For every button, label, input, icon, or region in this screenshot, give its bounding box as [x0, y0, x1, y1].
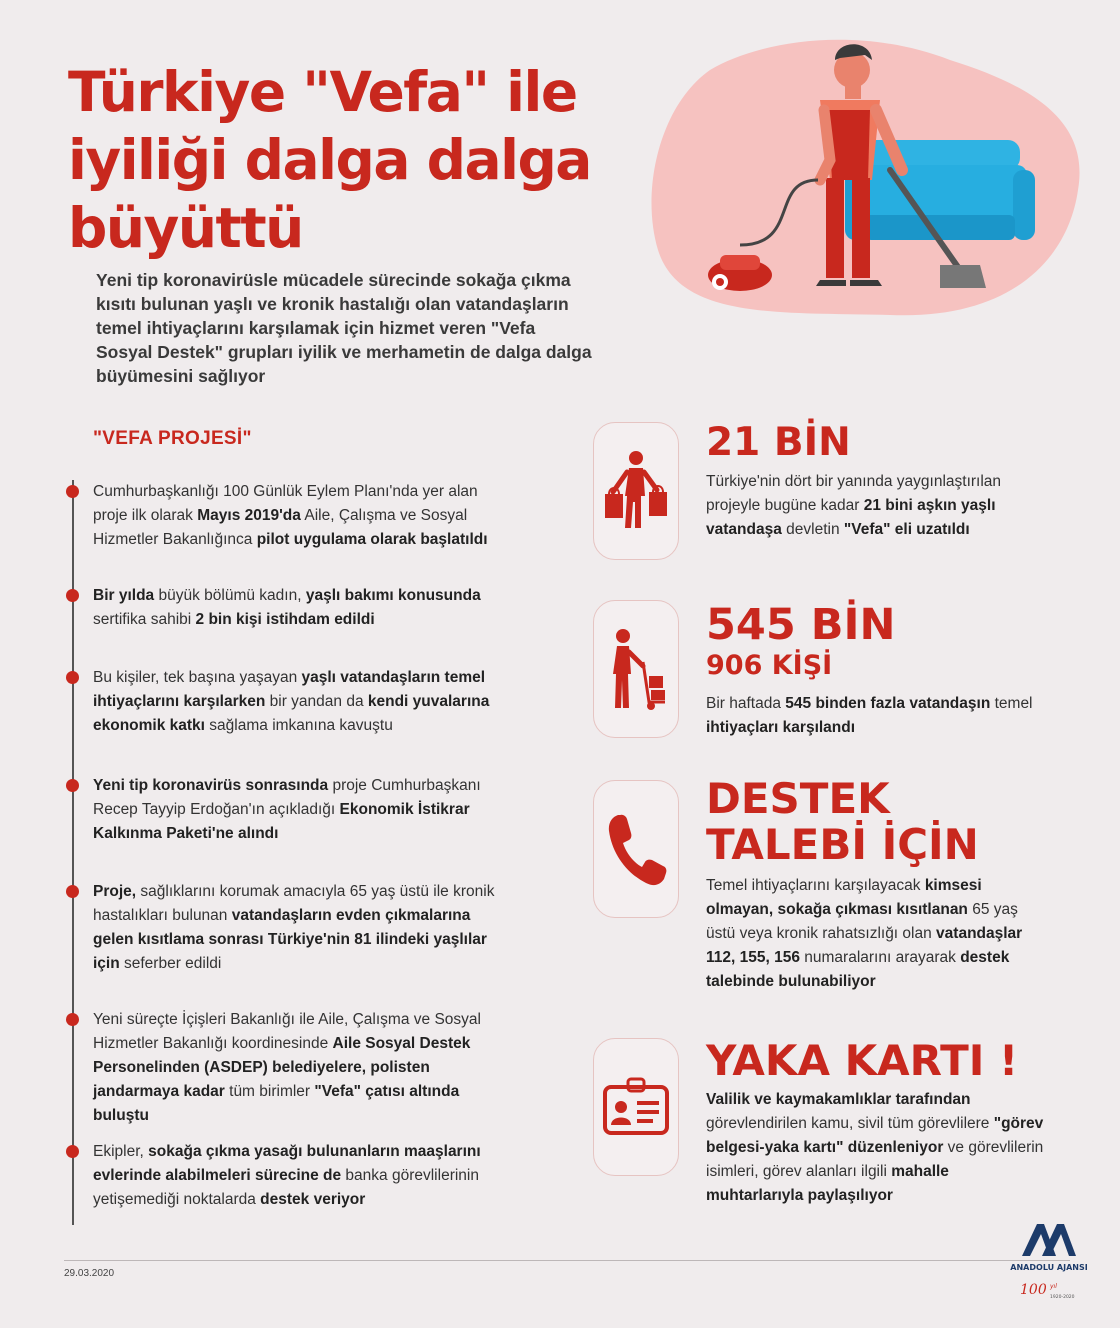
timeline-item: [66, 1140, 506, 1212]
text-run: Bir haftada: [706, 695, 786, 712]
text-emphasis: vatandaşların evden çıkmalarına gelen kısıtlama sonrası Türkiye'nin 81 ilindeki yaşlılar için: [93, 907, 487, 972]
text-run: büyük bölümü kadın,: [154, 587, 306, 604]
timeline-text: [93, 584, 506, 632]
title-line: iyiliği dalga dalga: [68, 128, 591, 192]
hand-truck-icon: [601, 624, 671, 714]
stat-text: [706, 470, 1046, 542]
timeline-dot: [66, 1145, 79, 1158]
text-emphasis: kendi yuvalarına ekonomik katkı: [93, 693, 490, 734]
stat-text: [706, 874, 1046, 994]
cleaning-worker-illustration: [640, 30, 1100, 330]
logo-badge: 100: [1020, 1282, 1047, 1298]
stat-heading: 21 BİN: [706, 420, 851, 465]
logo-text: ANADOLU AJANSI: [1010, 1263, 1088, 1272]
stat-heading: YAKA KARTI !: [706, 1036, 1019, 1085]
stat-subheading: 906 KİŞİ: [706, 650, 833, 681]
page-title: [68, 58, 628, 262]
text-emphasis: Bir yılda: [93, 587, 155, 604]
timeline-dot: [66, 1013, 79, 1026]
text-emphasis: "Vefa" çatısı altında buluştu: [93, 1083, 460, 1124]
footer-divider: [64, 1260, 1070, 1261]
text-run: Aile, Çalışma ve Sosyal Hizmetler Bakanlığınca: [93, 507, 468, 548]
stat-icon-box: [593, 422, 679, 560]
timeline-item: [66, 880, 506, 976]
text-emphasis: ihtiyaçları karşılandı: [706, 719, 856, 736]
id-card-icon: [603, 1077, 669, 1137]
timeline-dot: [66, 671, 79, 684]
stat-heading: 545 BİN: [706, 600, 896, 650]
stat-text: [706, 692, 1046, 740]
text-emphasis: mahalle muhtarlarıyla paylaşılıyor: [706, 1163, 949, 1204]
text-run: proje Cumhurbaşkanı Recep Tayyip Erdoğan'ın açıkladığı: [93, 777, 481, 818]
text-run: banka görevlilerinin yetişemediği noktalarda: [93, 1167, 479, 1208]
timeline-text: [93, 1008, 506, 1128]
timeline-item: [66, 666, 506, 738]
timeline-dot: [66, 589, 79, 602]
timeline-dot: [66, 485, 79, 498]
shopping-bags-icon: [601, 446, 671, 536]
text-run: devletin: [781, 521, 844, 538]
timeline-text: [93, 880, 506, 976]
text-emphasis: Valilik ve kaymakamlıklar tarafından: [706, 1091, 971, 1108]
title-line: Türkiye "Vefa" ile: [68, 60, 577, 124]
text-emphasis: Yeni tip koronavirüs sonrasında: [93, 777, 329, 794]
text-run: sağlıklarını korumak amacıyla 65 yaş üstü ile kronik hastalıkları bulunan: [93, 883, 495, 924]
anadolu-ajansi-logo: [1004, 1220, 1094, 1320]
text-emphasis: vatandaşlar 112, 155, 156: [706, 925, 1023, 966]
text-run: 65 yaş üstü veya kronik rahatsızlığı olan: [706, 901, 1018, 942]
text-run: Ekipler,: [93, 1143, 149, 1160]
logo-badge-suffix: yıl: [1050, 1283, 1057, 1290]
text-run: bir yandan da: [265, 693, 368, 710]
text-emphasis: 545 binden fazla vatandaşın: [785, 695, 991, 712]
timeline-item: [66, 584, 506, 632]
stat-icon-box: [593, 600, 679, 738]
timeline-dot: [66, 885, 79, 898]
text-run: Bu kişiler, tek başına yaşayan: [93, 669, 302, 686]
stat-icon-box: [593, 1038, 679, 1176]
text-emphasis: Proje,: [93, 883, 137, 900]
timeline-dot: [66, 779, 79, 792]
text-run: temel: [990, 695, 1033, 712]
title-line: büyüttü: [68, 196, 303, 260]
text-run: görevlendirilen kamu, sivil tüm görevlilere: [706, 1115, 994, 1132]
text-run: sertifika sahibi: [93, 611, 196, 628]
text-emphasis: Aile Sosyal Destek Personelinden (ASDEP) belediyelere, polisten jandarmaya kadar: [93, 1035, 471, 1100]
phone-icon: [604, 809, 668, 889]
text-run: sağlama imkanına kavuştu: [205, 717, 393, 734]
text-run: ve görevlilerin isimleri, görev alanları ilgili: [706, 1139, 1044, 1180]
stat-heading: DESTEK: [706, 774, 890, 823]
logo-years: 1920-2020: [1050, 1295, 1075, 1300]
section-title: "VEFA PROJESİ": [93, 428, 252, 449]
timeline-item: [66, 1008, 506, 1128]
publish-date: 29.03.2020: [64, 1268, 115, 1279]
timeline-item: [66, 774, 506, 846]
stat-text: [706, 1088, 1046, 1208]
text-emphasis: Mayıs 2019'da: [197, 507, 301, 524]
text-emphasis: "görev belgesi-yaka kartı" düzenleniyor: [706, 1115, 1044, 1156]
timeline-item: [66, 480, 506, 552]
text-run: Temel ihtiyaçlarını karşılayacak: [706, 877, 925, 894]
text-run: numaralarını arayarak: [799, 949, 961, 966]
text-run: seferber edildi: [119, 955, 222, 972]
timeline-text: [93, 774, 506, 846]
text-emphasis: yaşlı bakımı konusunda: [305, 587, 481, 604]
text-emphasis: pilot uygulama olarak başlatıldı: [256, 531, 488, 548]
text-emphasis: 21 bini aşkın yaşlı vatandaşa: [706, 497, 996, 538]
text-emphasis: "Vefa" eli uzatıldı: [843, 521, 970, 538]
intro-paragraph: Yeni tip koronavirüsle mücadele sürecinde sokağa çıkma kısıtı bulunan yaşlı ve kronik hastalığı olan vatandaşların temel ihtiyaçlarını karşılamak için hizmet veren "Vefa Sosyal Destek" grupları iyilik ve merhametin de dalga dalga büyümesini sağlıyor: [96, 270, 592, 386]
text-emphasis: sokağa çıkma yasağı bulunanların maaşlarını evlerinde alabilmeleri sürecine de: [93, 1143, 481, 1184]
timeline-text: [93, 480, 506, 552]
stat-icon-box: [593, 780, 679, 918]
timeline-text: [93, 666, 506, 738]
text-emphasis: destek veriyor: [260, 1191, 366, 1208]
text-emphasis: 2 bin kişi istihdam edildi: [195, 611, 375, 628]
text-emphasis: Ekonomik İstikrar Kalkınma Paketi'ne alındı: [93, 801, 470, 842]
timeline-text: [93, 1140, 506, 1212]
text-run: Cumhurbaşkanlığı 100 Günlük Eylem Planı'nda yer alan proje ilk olarak: [93, 483, 478, 524]
text-run: tüm birimler: [224, 1083, 315, 1100]
stat-heading: TALEBİ İÇİN: [706, 820, 979, 869]
text-emphasis: yaşlı vatandaşların temel ihtiyaçlarını karşılarken: [93, 669, 486, 710]
text-run: Türkiye'nin dört bir yanında yaygınlaştırılan projeyle bugüne kadar: [706, 473, 1002, 514]
text-run: Yeni süreçte İçişleri Bakanlığı ile Aile, Çalışma ve Sosyal Hizmetler Bakanlığı koordinesinde: [93, 1011, 481, 1052]
text-emphasis: destek talebinde bulunabiliyor: [706, 949, 1010, 990]
text-emphasis: kimsesi olmayan, sokağa çıkması kısıtlanan: [706, 877, 982, 918]
